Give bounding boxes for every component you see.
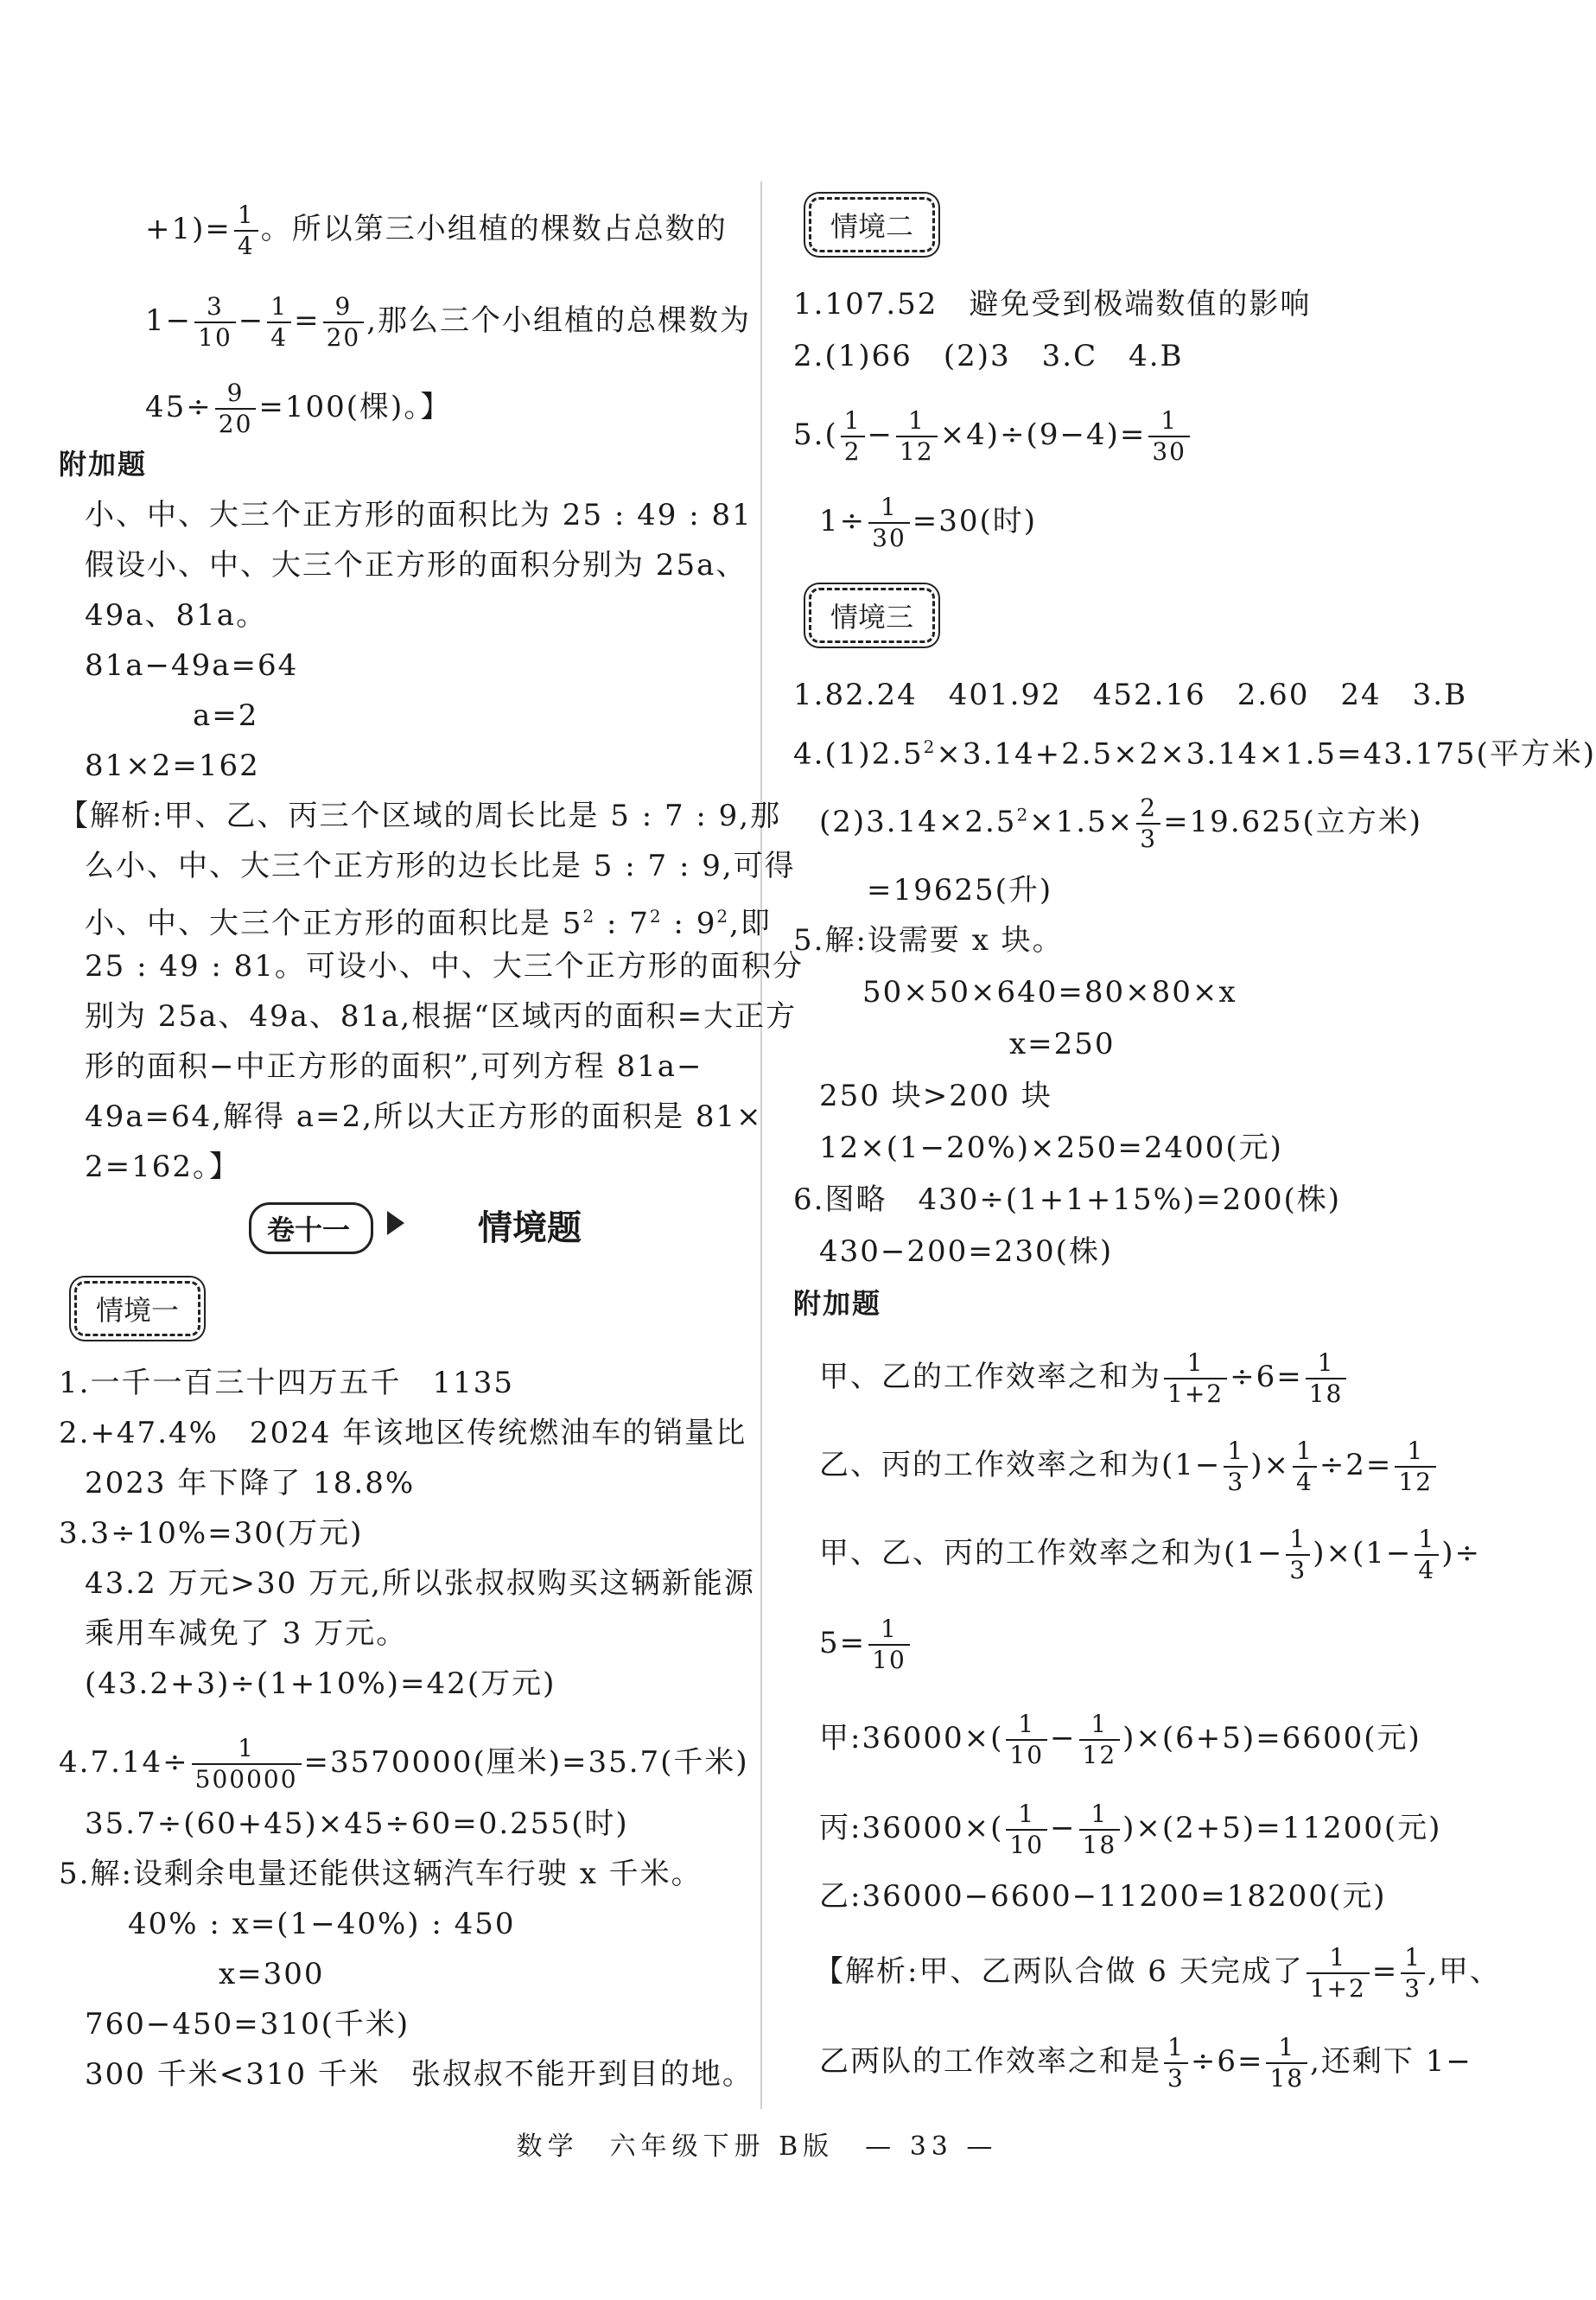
- answer-line: 43.2 万元>30 万元,所以张叔叔购买这辆新能源: [85, 1566, 755, 1601]
- answer-line: $(2)3.14\times 2.5^2\times 1.5\times$ $\frac{2}{3}$ =19.625(立方米): [819, 793, 1423, 853]
- analysis-line: 形的面积−中正方形的面积”,可列方程 81a−: [85, 1049, 703, 1084]
- answer-line: 45÷ $\frac{9}{20}$ =100(棵)。】: [145, 379, 452, 438]
- answer-line: 760−450=310(千米): [85, 2007, 410, 2042]
- answer-line: 300 千米<310 千米 张叔叔不能开到目的地。: [85, 2057, 753, 2092]
- answer-line: 5= $\frac{1}{10}$: [819, 1615, 912, 1675]
- answer-line: 乘用车减免了 3 万元。: [85, 1616, 408, 1651]
- fraction: $\frac{1}{4}$: [234, 201, 258, 261]
- answer-line: 81×2=162: [85, 749, 260, 783]
- analysis-line: 25 : 49 : 81。可设小、中、大三个正方形的面积分: [85, 949, 804, 984]
- answer-line: 35.7÷(60+45)×45÷60=0.255(时): [85, 1806, 629, 1841]
- answer-line: 1− $\frac{3}{10}$ − $\frac{1}{4}$ = $\frac{9}{20}$ ,那么三个小组植的总棵数为: [145, 292, 752, 352]
- answer-line: 3.3÷10%=30(万元): [59, 1516, 364, 1551]
- answer-line: 小、中、大三个正方形的面积比为 25 : 49 : 81: [85, 498, 753, 532]
- answer-line: x=250: [1009, 1027, 1116, 1061]
- answer-line: (43.2+3)÷(1+10%)=42(万元): [85, 1666, 556, 1701]
- unit-tag: 卷十一: [249, 1202, 373, 1254]
- answer-line: 1.82.24 401.92 452.16 2.60 24 3.B: [793, 678, 1468, 712]
- answer-line: 81a−49a=64: [85, 648, 299, 683]
- analysis-line: 乙两队的工作效率之和是 $\frac{1}{3}$ ÷6= $\frac{1}{18}$ ,还剩下 1−: [819, 2033, 1472, 2093]
- unit-banner: [249, 1197, 681, 1249]
- analysis-line: 么小、中、大三个正方形的边长比是 5 : 7 : 9,可得: [85, 849, 796, 883]
- answer-line: 49a、81a。: [85, 598, 268, 633]
- answer-line: 5.解:设需要 x 块。: [793, 923, 1064, 958]
- answer-line: x=300: [219, 1957, 325, 1991]
- answer-line: 甲、乙的工作效率之和为 $\frac{1}{1+2}$ ÷6= $\frac{1}{18}$: [819, 1348, 1349, 1409]
- analysis-line: 别为 25a、49a、81a,根据“区域丙的面积=大正方: [85, 999, 798, 1034]
- answer-line: 6.图略 430÷(1+1+15%)=200(株): [793, 1182, 1342, 1217]
- arrow-icon: [387, 1211, 404, 1235]
- answer-line: 12×(1−20%)×250=2400(元): [819, 1131, 1283, 1165]
- answer-line: 50×50×640=80×80×x: [862, 975, 1237, 1010]
- answer-line: 5.解:设剩余电量还能供这辆汽车行驶 x 千米。: [59, 1857, 703, 1891]
- analysis-line: 2=162。】: [85, 1150, 241, 1184]
- answer-line: =19625(升): [867, 873, 1053, 908]
- answer-line: 1÷ $\frac{1}{30}$ =30(时): [819, 493, 1038, 552]
- analysis-line: 49a=64,解得 a=2,所以大正方形的面积是 81×: [85, 1099, 763, 1134]
- scenario-three-label: 情境三: [809, 588, 935, 643]
- analysis-line: 【解析:甲、乙两队合做 6 天完成了 $\frac{1}{1+2}$ = $\frac{1}{3}$ ,甲、: [814, 1943, 1501, 2003]
- answer-line: 430−200=230(株): [819, 1234, 1114, 1269]
- answer-line: 假设小、中、大三个正方形的面积分别为 25a、: [85, 548, 747, 583]
- scenario-two-label: 情境二: [809, 197, 935, 252]
- extra-question-heading: 附加题: [793, 1287, 882, 1320]
- answer-line: a=2: [193, 698, 259, 733]
- answer-line: 1.107.52 避免受到极端数值的影响: [793, 287, 1312, 322]
- answer-line: 4.7.14÷ $\frac{1}{500000}$ =3570000(厘米)=35.7(千米): [59, 1734, 749, 1793]
- answer-line: 2023 年下降了 18.8%: [85, 1466, 416, 1500]
- column-divider: [760, 182, 762, 2109]
- answer-line: 2.(1)66 (2)3 3.C 4.B: [793, 339, 1184, 373]
- analysis-line: 小、中、大三个正方形的面积比是 $5^2$ : $7^2$ : $9^2$,即: [85, 906, 772, 941]
- answer-line: 乙、丙的工作效率之和为(1− $\frac{1}{3}$ )× $\frac{1}{4}$ ÷2= $\frac{1}{12}$: [819, 1437, 1439, 1497]
- unit-title: 情境题: [478, 1208, 582, 1248]
- answer-line: 甲:36000×( $\frac{1}{10}$ − $\frac{1}{12}$ )×(6+5)=6600(元): [819, 1710, 1421, 1769]
- analysis-line: 【解析:甲、乙、丙三个区域的周长比是 5 : 7 : 9,那: [59, 799, 782, 833]
- answer-line: 2.+47.4% 2024 年该地区传统燃油车的销量比: [59, 1416, 747, 1450]
- answer-line: 250 块>200 块: [819, 1079, 1052, 1113]
- scenario-one-label: 情境一: [74, 1281, 200, 1336]
- answer-line: 丙:36000×( $\frac{1}{10}$ − $\frac{1}{18}$ )×(2+5)=11200(元): [819, 1800, 1442, 1859]
- answer-line: 1.一千一百三十四万五千 1135: [59, 1366, 514, 1400]
- page-footer: 数学 六年级下册 B版 — 33 —: [516, 2131, 998, 2162]
- answer-line: 乙:36000−6600−11200=18200(元): [819, 1879, 1387, 1914]
- answer-line: +1)= $\frac{1}{4}$ 。所以第三小组植的棵数占总数的: [145, 201, 728, 260]
- answer-line: 40% : x=(1−40%) : 450: [128, 1907, 516, 1941]
- extra-question-heading: 附加题: [59, 448, 148, 481]
- answer-line: 甲、乙、丙的工作效率之和为(1− $\frac{1}{3}$ )×(1− $\frac{1}{4}$ )÷: [819, 1525, 1481, 1584]
- answer-line: $4.(1)2.5^2\times 3.14+2.5\times 2\times 3.14\times 1.5=43.175$(平方米): [793, 736, 1596, 772]
- answer-line: 5.( $\frac{1}{2}$ − $\frac{1}{12}$ ×4)÷(9−4)= $\frac{1}{30}$: [793, 406, 1192, 467]
